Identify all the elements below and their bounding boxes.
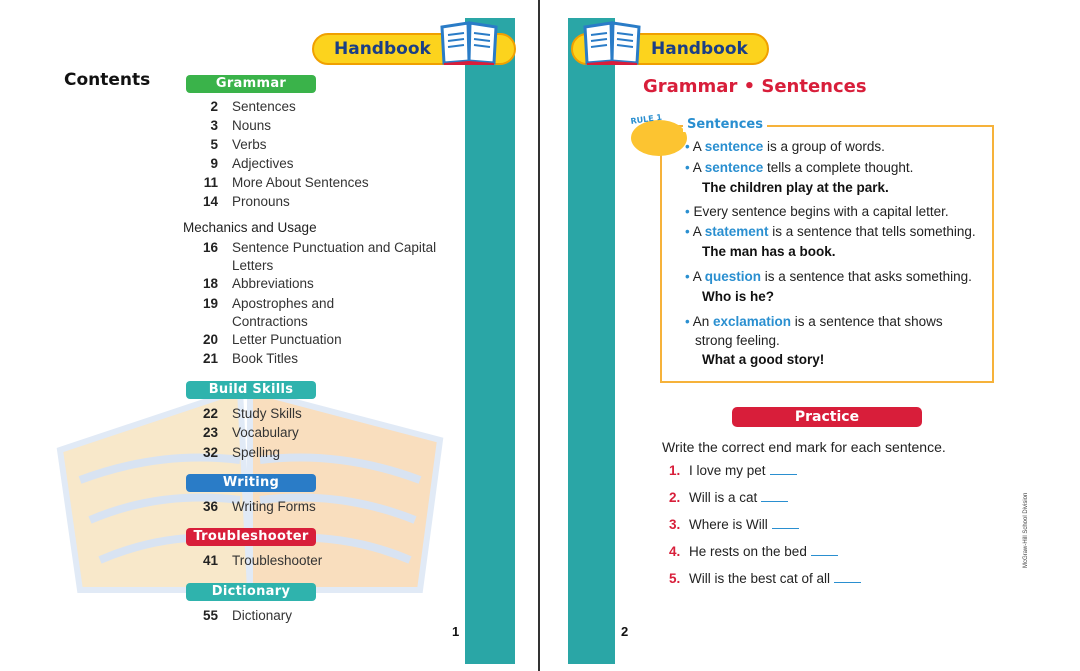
practice-item: 4. He rests on the bed [669,544,838,559]
toc-page-number: 3 [210,118,218,133]
example-sentence: Who is he? [702,289,774,304]
toc-label: Vocabulary [232,425,299,440]
practice-item: 5. Will is the best cat of all [669,571,861,586]
toc-page-number: 20 [202,332,218,347]
troubleshooter-section-pill: Troubleshooter [186,528,316,546]
handbook-tab [571,33,769,65]
practice-pill: Practice [732,407,922,427]
rule-line: • A sentence is a group of words. [685,139,885,154]
practice-item: 3. Where is Will [669,517,799,532]
answer-blank[interactable] [772,517,799,529]
example-sentence: What a good story! [702,352,825,367]
toc-page-number: 32 [202,445,218,460]
teal-margin-strip [568,18,615,664]
toc-label: Adjectives [232,156,294,171]
rule-line: • Every sentence begins with a capital letter. [685,204,949,219]
toc-label: More About Sentences [232,175,369,190]
rule-heading: Sentences [683,117,767,132]
page-number: 1 [452,624,460,639]
teal-margin-strip [465,18,515,664]
contents-title: Contents [64,70,151,90]
toc-page-number: 36 [202,499,218,514]
answer-blank[interactable] [770,463,797,475]
answer-blank[interactable] [834,571,861,583]
toc-label: Apostrophes and Contractions [232,296,335,329]
publisher-credit: McGraw-Hill School Division [1023,492,1029,568]
toc-label: Writing Forms [232,499,316,514]
toc-page-number: 14 [202,194,218,209]
answer-blank[interactable] [761,490,788,502]
grammar-section-pill: Grammar [186,75,316,93]
toc-label: Sentences [232,99,296,114]
toc-label: Pronouns [232,194,290,209]
toc-page-number: 2 [210,99,218,114]
toc-label: Nouns [232,118,272,133]
toc-page-number: 16 [202,240,218,255]
toc-page-number: 5 [210,137,218,152]
toc-page-number: 18 [202,276,218,291]
build-skills-section-pill: Build Skills [186,381,316,399]
practice-instruction: Write the correct end mark for each sentence. [662,439,946,455]
writing-section-pill: Writing [186,474,316,492]
page-title: Grammar • Sentences [643,76,867,97]
answer-blank[interactable] [811,544,838,556]
handbook-tab-label: Handbook [651,39,748,59]
open-book-icon [438,17,500,67]
toc-page-number: 19 [202,296,218,311]
toc-page-number: 23 [202,425,218,440]
example-sentence: The children play at the park. [702,180,889,195]
toc-label: Verbs [232,137,267,152]
rule-line: strong feeling. [695,333,780,348]
toc-label: Spelling [232,445,281,460]
toc-label: Troubleshooter [232,553,323,568]
practice-item: 1. I love my pet [669,463,797,478]
right-page [545,0,1080,671]
toc-label: Dictionary [232,608,293,623]
left-page [0,0,530,671]
handbook-tab-label: Handbook [334,39,431,59]
page-gutter [538,0,540,671]
toc-page-number: 22 [202,406,218,421]
page-number: 2 [621,624,629,639]
toc-label: Letter Punctuation [232,332,342,347]
toc-label: Sentence Punctuation and Capital Letters [232,240,437,273]
rule-badge-icon [625,112,691,158]
dictionary-section-pill: Dictionary [186,583,316,601]
rule-line: • A question is a sentence that asks something. [685,269,972,284]
toc-label: Study Skills [232,406,302,421]
handbook-tab [312,33,516,65]
practice-item: 2. Will is a cat [669,490,788,505]
toc-page-number: 41 [202,553,218,568]
mechanics-heading: Mechanics and Usage [183,220,317,235]
toc-page-number: 55 [202,608,218,623]
toc-page-number: 21 [202,351,218,366]
toc-label: Book Titles [232,351,299,366]
rule-line: • A statement is a sentence that tells something. [685,224,976,239]
toc-page-number: 9 [210,156,218,171]
rule-line: • A sentence tells a complete thought. [685,160,914,175]
toc-page-number: 11 [203,175,218,190]
toc-label: Abbreviations [232,276,314,291]
rule-badge-label: RULE 1 [630,112,663,126]
rule-line: • An exclamation is a sentence that shows [685,314,943,329]
open-book-icon [581,17,643,67]
example-sentence: The man has a book. [702,244,836,259]
